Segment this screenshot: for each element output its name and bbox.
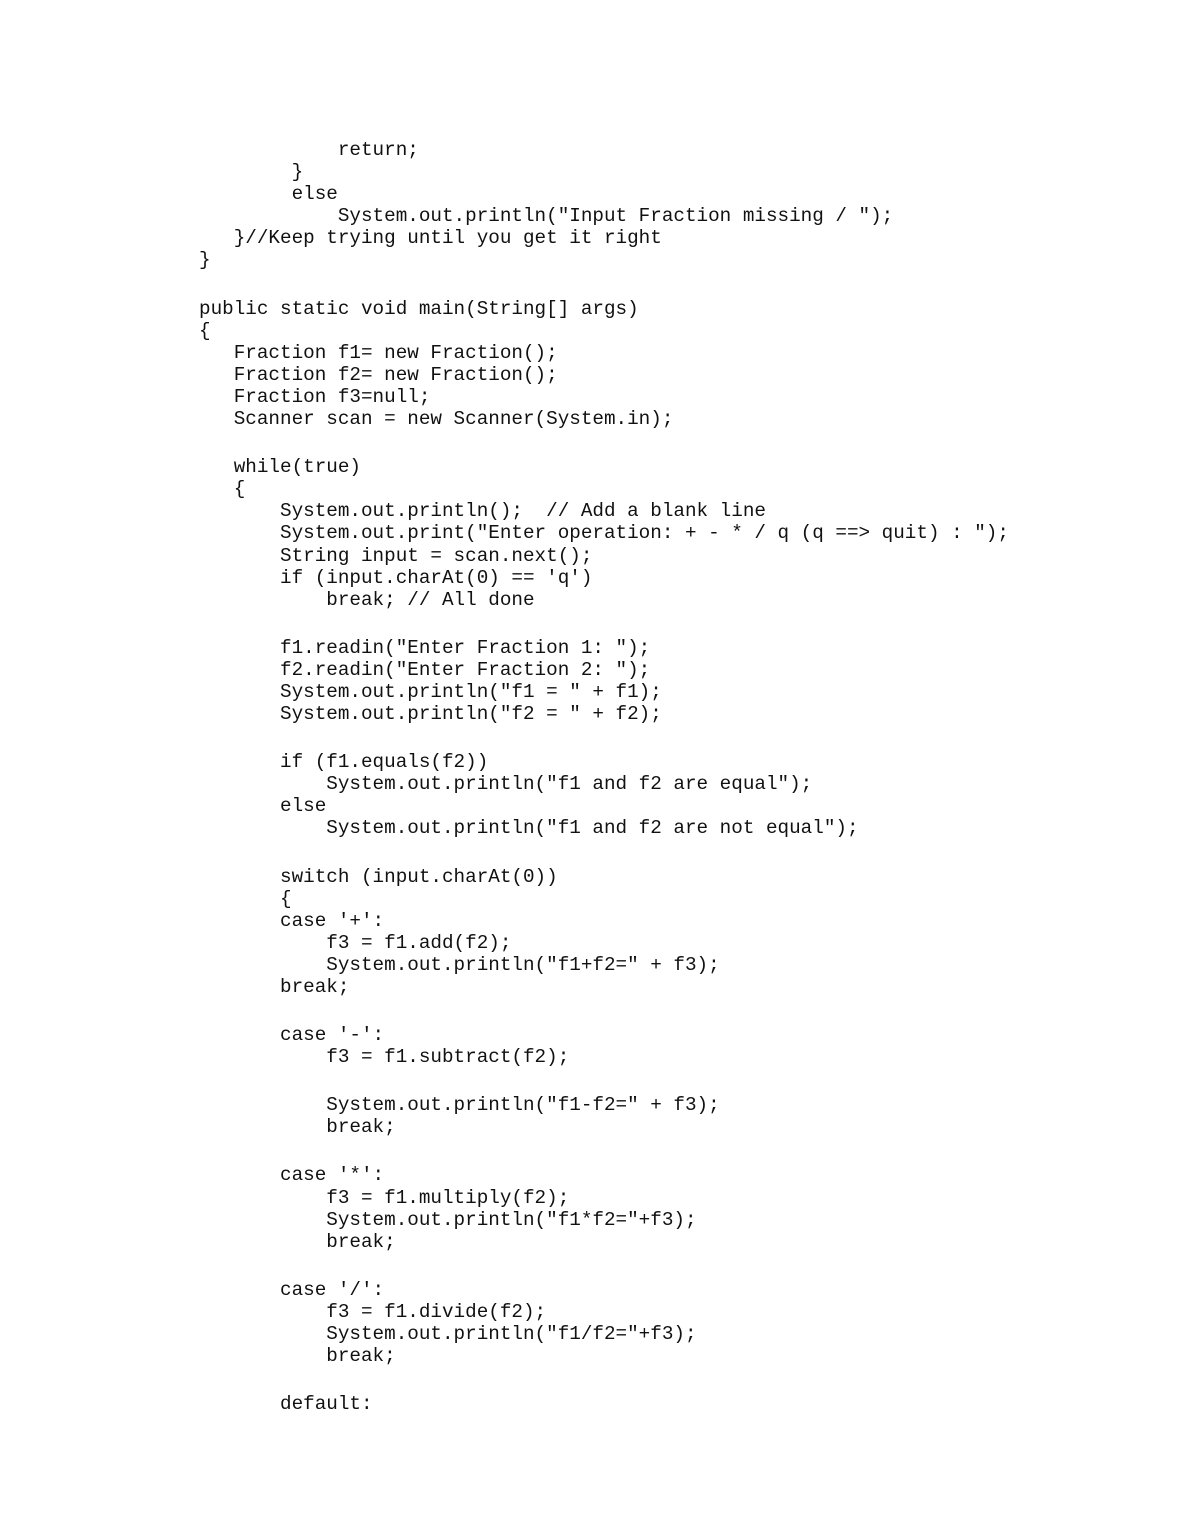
code-line: f3 = f1.add(f2); — [199, 931, 512, 954]
code-line: f2.readin("Enter Fraction 2: "); — [199, 658, 651, 681]
code-line: public static void main(String[] args) — [199, 297, 639, 320]
blank-line — [199, 725, 1009, 751]
code-line: case '-': — [199, 1024, 385, 1047]
code-line: { — [199, 478, 246, 501]
code-line: break; — [199, 1345, 396, 1368]
code-line: default: — [199, 1393, 373, 1416]
blank-line — [199, 840, 1009, 866]
code-listing — [199, 139, 1009, 1415]
code-line: } — [199, 161, 304, 184]
code-line: System.out.println("f1 and f2 are not equal"); — [199, 817, 859, 840]
code-line: f3 = f1.divide(f2); — [199, 1300, 547, 1323]
code-line: }//Keep trying until you get it right — [199, 227, 662, 250]
code-line: switch (input.charAt(0)) — [199, 865, 558, 888]
code-line: else — [199, 183, 338, 206]
blank-line — [199, 1138, 1009, 1164]
code-line: Scanner scan = new Scanner(System.in); — [199, 408, 674, 431]
blank-line — [199, 998, 1009, 1024]
code-line: else — [199, 795, 327, 818]
code-line: case '+': — [199, 909, 385, 932]
code-line: System.out.println("f1*f2="+f3); — [199, 1208, 697, 1231]
code-line: } — [199, 249, 211, 272]
code-line: f1.readin("Enter Fraction 1: "); — [199, 636, 651, 659]
blank-line — [199, 1367, 1009, 1393]
code-line: break; — [199, 1116, 396, 1139]
code-line: System.out.print("Enter operation: + - * / q (q ==> quit) : "); — [199, 522, 1009, 545]
blank-line — [199, 272, 1009, 298]
code-line: break; // All done — [199, 588, 535, 611]
code-line: { — [199, 319, 211, 342]
code-line: if (f1.equals(f2)) — [199, 751, 489, 774]
code-line: f3 = f1.subtract(f2); — [199, 1046, 570, 1069]
code-line: case '*': — [199, 1164, 385, 1187]
code-line: case '/': — [199, 1278, 385, 1301]
code-line: System.out.println("Input Fraction missing / "); — [199, 205, 894, 228]
code-line: System.out.println(); // Add a blank line — [199, 500, 766, 523]
blank-line — [199, 1253, 1009, 1279]
code-line: while(true) — [199, 456, 361, 479]
code-line: System.out.println("f1/f2="+f3); — [199, 1323, 697, 1346]
code-line: Fraction f2= new Fraction(); — [199, 363, 558, 386]
code-line: System.out.println("f1 = " + f1); — [199, 680, 662, 703]
blank-line — [199, 611, 1009, 637]
code-line: System.out.println("f1 and f2 are equal"); — [199, 773, 813, 796]
code-line: String input = scan.next(); — [199, 544, 593, 567]
code-line: Fraction f1= new Fraction(); — [199, 341, 558, 364]
code-line: break; — [199, 1230, 396, 1253]
code-line: System.out.println("f1-f2=" + f3); — [199, 1094, 720, 1117]
blank-line — [199, 430, 1009, 456]
code-line: if (input.charAt(0) == 'q') — [199, 566, 593, 589]
code-line: System.out.println("f2 = " + f2); — [199, 703, 662, 726]
code-line: System.out.println("f1+f2=" + f3); — [199, 953, 720, 976]
code-line: { — [199, 887, 292, 910]
code-line: f3 = f1.multiply(f2); — [199, 1186, 570, 1209]
code-line: break; — [199, 976, 350, 998]
blank-line — [199, 1068, 1009, 1094]
code-line: Fraction f3=null; — [199, 385, 431, 408]
code-line: return; — [199, 139, 419, 161]
